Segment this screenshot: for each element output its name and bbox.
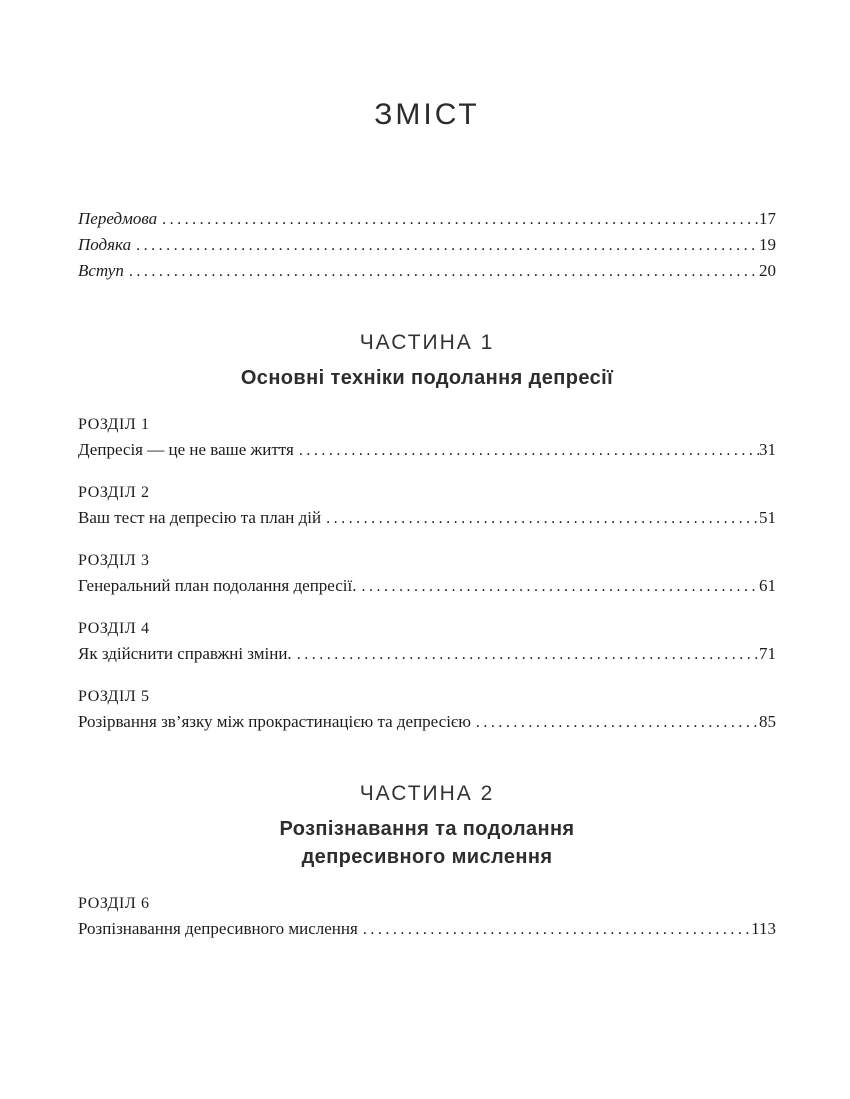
- chapter-title-line: [78, 916, 776, 942]
- page-title: ЗМІСТ: [374, 98, 480, 131]
- page-number: 61: [759, 576, 776, 595]
- front-matter-entry: [78, 232, 776, 258]
- chapter-list: [78, 891, 776, 942]
- leader-dots: [292, 641, 759, 667]
- page-number: 113: [751, 919, 776, 938]
- chapter-title: Генеральний план подолання депресії.: [78, 576, 357, 595]
- chapter-title: Розпізнавання депресивного мислення: [78, 919, 358, 938]
- page-number: 20: [759, 261, 776, 280]
- part-subtitle-line: Основні техніки подолання депресії: [240, 367, 614, 389]
- chapter-label: РОЗДІЛ 6: [78, 895, 150, 912]
- leader-dots: [321, 505, 759, 531]
- leader-dots: [471, 709, 759, 735]
- chapter-label: РОЗДІЛ 5: [78, 688, 150, 705]
- chapter-title: Як здійснити справжні зміни.: [78, 644, 292, 663]
- front-matter-entry: [78, 206, 776, 232]
- part-subtitle-line: депресивного мислення: [301, 846, 553, 868]
- chapter-entry: [78, 616, 776, 667]
- leader-dots: [294, 437, 759, 463]
- chapter-title: Депресія — це не ваше життя: [78, 440, 294, 459]
- chapter-entry: [78, 548, 776, 599]
- chapter-title-line: [78, 573, 776, 599]
- chapter-label: РОЗДІЛ 2: [78, 484, 150, 501]
- part-subtitle: [78, 815, 776, 871]
- chapter-label: РОЗДІЛ 4: [78, 620, 150, 637]
- part-subtitle: [78, 364, 776, 392]
- part-section-2: [78, 781, 776, 942]
- page-number: 19: [759, 235, 776, 254]
- chapter-title-line: [78, 505, 776, 531]
- chapter-entry: [78, 412, 776, 463]
- front-matter-entry: [78, 258, 776, 284]
- leader-dots: [124, 258, 759, 284]
- chapter-label: РОЗДІЛ 1: [78, 416, 150, 433]
- leader-dots: [157, 206, 759, 232]
- entry-label: Подяка: [78, 235, 132, 254]
- entry-label: Передмова: [78, 209, 158, 228]
- entry-label: Вступ: [78, 261, 124, 280]
- part-heading: ЧАСТИНА 1: [359, 331, 495, 354]
- chapter-entry: [78, 480, 776, 531]
- chapter-title-line: [78, 641, 776, 667]
- page-number: 51: [759, 508, 776, 527]
- page-number: 85: [759, 712, 776, 731]
- part-heading: ЧАСТИНА 2: [359, 782, 495, 805]
- page-number: 31: [759, 440, 776, 459]
- front-matter-list: [78, 206, 776, 284]
- chapter-title: Ваш тест на депресію та план дій: [78, 508, 322, 527]
- toc-page: [0, 100, 850, 942]
- leader-dots: [131, 232, 759, 258]
- part-section-1: [78, 330, 776, 735]
- chapter-list: [78, 412, 776, 735]
- chapter-title-line: [78, 709, 776, 735]
- page-number: 71: [759, 644, 776, 663]
- leader-dots: [358, 916, 751, 942]
- leader-dots: [357, 573, 760, 599]
- chapter-label: РОЗДІЛ 3: [78, 552, 150, 569]
- chapter-entry: [78, 684, 776, 735]
- chapter-title: Розірвання зв’язку між прокрастинацією та депресією: [78, 712, 471, 731]
- chapter-title-line: [78, 437, 776, 463]
- chapter-entry: [78, 891, 776, 942]
- page-number: 17: [759, 209, 776, 228]
- part-subtitle-line: Розпізнавання та подолання: [279, 818, 575, 840]
